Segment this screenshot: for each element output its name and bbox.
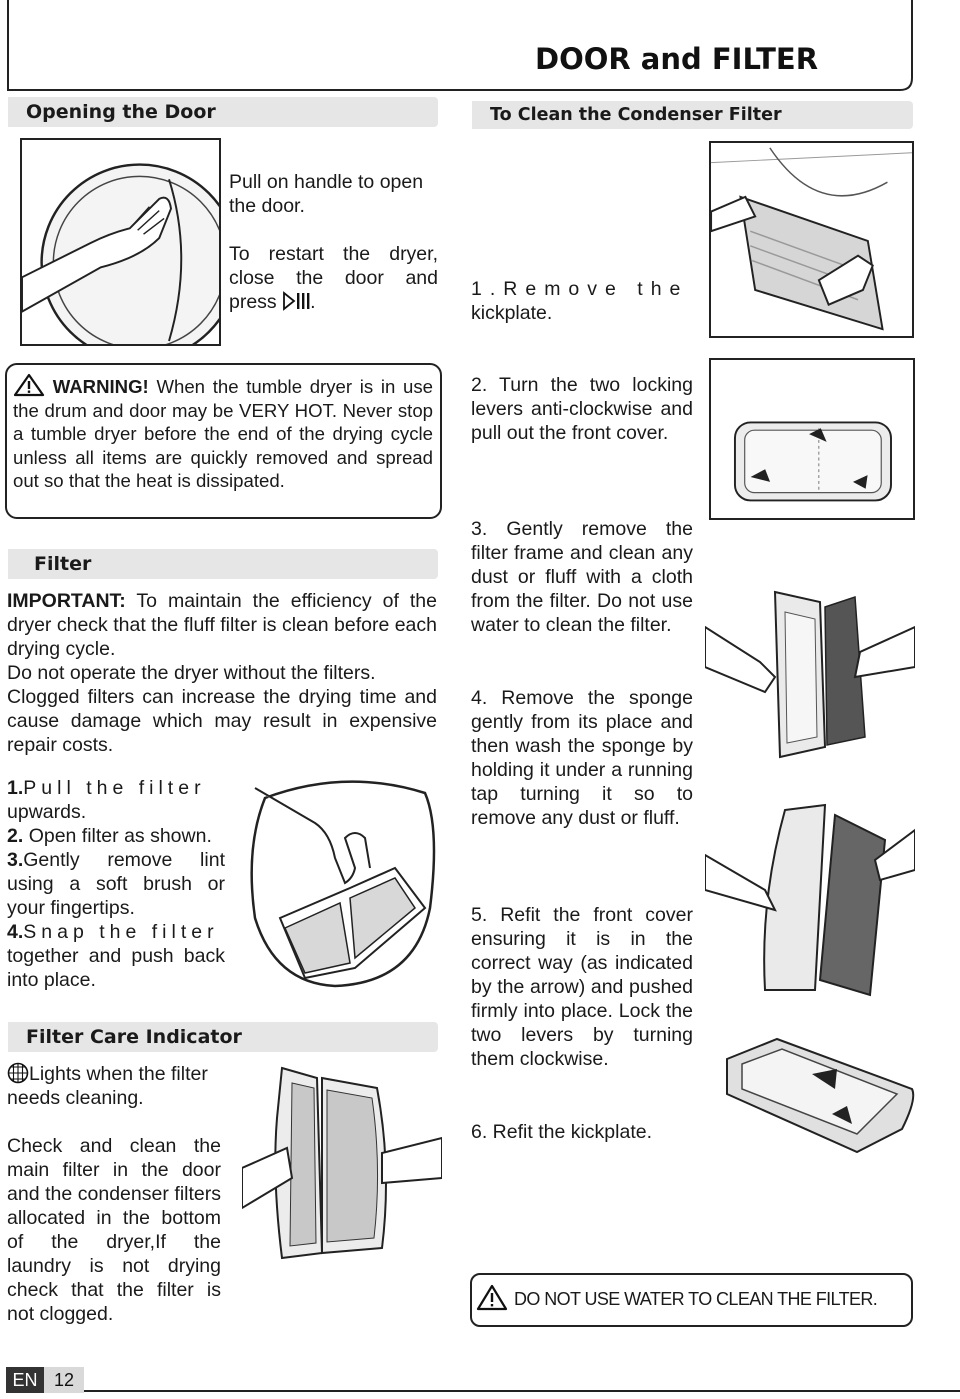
door-opening-illustration <box>20 138 221 346</box>
filter-important-text: IMPORTANT: To maintain the efficiency of the dryer check that the fluff filter is clean before each drying cycle. <box>7 590 437 660</box>
main-filter-illustration <box>242 1058 442 1263</box>
notice-row <box>476 1282 906 1318</box>
section-heading-opening-door: Opening the Door <box>8 97 438 127</box>
condenser-step-3: 3. Gently remove the filter frame and clean any dust or fluff with a cloth from the filter. Do not use water to clean the filter. <box>471 518 693 636</box>
warning-triangle-icon <box>476 1284 508 1312</box>
condenser-step-6: 6. Refit the kickplate. <box>471 1121 653 1143</box>
kickplate-illustration <box>709 141 914 338</box>
warning-text: WARNING! When the tumble dryer is in use the drum and door may be VERY HOT. Never stop a tumble dryer before the end of the drying cycle unless all items are quickly removed and spread out so that the heat is dissipated. <box>13 373 433 493</box>
warning-triangle-icon <box>13 373 45 397</box>
section-heading-filter-care: Filter Care Indicator <box>8 1022 438 1052</box>
filter-step-3: 3.Gently remove lint using a soft brush or your fingertips. <box>7 849 225 919</box>
restart-text: To restart the dryer, close the door and press . <box>229 243 438 313</box>
condenser-step-5: 5. Refit the front cover ensuring it is in the correct way (as indicated by the arrow) and pushed firmly into place. Lock the two levers by turning them clockwise. <box>471 904 693 1070</box>
footer-page-number: 12 <box>44 1367 84 1393</box>
locking-levers-illustration <box>709 358 915 520</box>
sponge-illustration <box>705 800 915 1000</box>
section-heading-filter: Filter <box>8 549 438 579</box>
start-pause-icon <box>282 291 310 311</box>
filter-steps <box>7 776 225 992</box>
condenser-step-2: 2. Turn the two locking levers anti-clockwise and pull out the front cover. <box>471 374 693 444</box>
filter-step-2: 2. Open filter as shown. <box>7 825 212 847</box>
page-title: DOOR and FILTER <box>535 42 819 76</box>
footer-lang: EN <box>6 1367 44 1393</box>
footer-rule <box>84 1390 960 1392</box>
care-check-text: Check and clean the main filter in the door and the condenser filters allocated in the bottom of the dryer,If the laundry is not drying check that the filter is not clogged. <box>7 1135 221 1325</box>
filter-frame-illustration <box>705 567 915 767</box>
filter-do-not-text: Do not operate the dryer without the filters. <box>7 662 376 684</box>
filter-open-illustration <box>235 768 440 990</box>
filter-step-4: 4.Snap the filter together and push back into place. <box>7 921 225 991</box>
care-lights-text: Lights when the filter needs cleaning. <box>7 1063 208 1109</box>
notice-text: DO NOT USE WATER TO CLEAN THE FILTER. <box>514 1289 878 1309</box>
filter-step-1: 1.Pull the filter upwards. <box>7 777 206 823</box>
section-heading-condenser: To Clean the Condenser Filter <box>472 101 913 129</box>
front-cover-illustration <box>717 1034 917 1154</box>
filter-clogged-text: Clogged filters can increase the drying time and cause damage which may result in expensive repair costs. <box>7 686 437 756</box>
pull-handle-text: Pull on handle to open the door. <box>229 171 424 217</box>
condenser-step-4: 4. Remove the sponge gently from its place and then wash the sponge by holding it under a running tap turning it so to remove any dust or fluff. <box>471 687 693 829</box>
condenser-step-1: 1.Remove the kickplate. <box>471 278 689 324</box>
filter-indicator-icon <box>7 1062 29 1084</box>
